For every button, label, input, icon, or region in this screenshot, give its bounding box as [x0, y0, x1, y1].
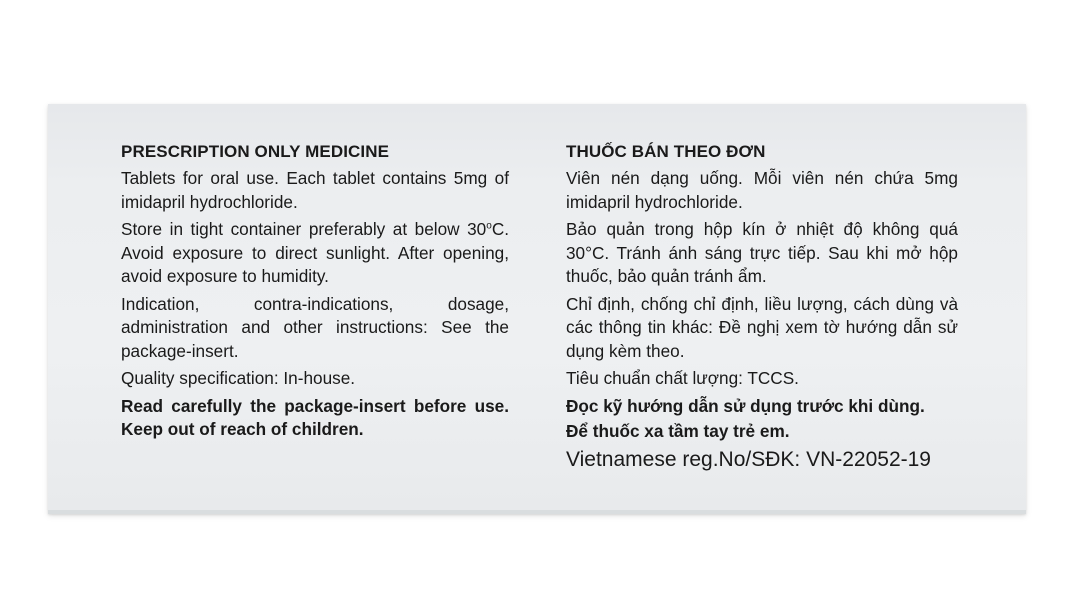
vietnamese-text-column — [566, 140, 958, 474]
registration-number — [566, 446, 958, 474]
english-text-column — [121, 140, 509, 444]
box-bottom-edge — [48, 510, 1026, 514]
registration-label: Vietnamese reg.No/SĐK: — [566, 447, 801, 471]
storage-text-part1: Store in tight container preferably at below 30 — [121, 219, 487, 239]
tablet-description-en: Tablets for oral use. Each tablet contains 5mg of imidapril hydrochloride. — [121, 168, 509, 212]
storage-instructions-en — [121, 218, 509, 289]
tablet-description-vi: Viên nén dạng uống. Mỗi viên nén chứa 5mg imidapril hydrochloride. — [566, 168, 958, 212]
registration-code: VN-22052-19 — [806, 447, 931, 471]
prescription-heading-vi: THUỐC BÁN THEO ĐƠN — [566, 142, 766, 161]
indications-vi: Chỉ định, chống chỉ định, liều lượng, cách dùng và các thông tin khác: Đề nghị xem tờ hướng dẫn sử dụng kèm theo. — [566, 293, 958, 361]
indications-en: Indication, contra-indications, dosage, administration and other instructions: See the package-insert. — [121, 293, 509, 361]
degree-sign: o — [486, 220, 492, 232]
warning-en: Read carefully the package-insert before use. Keep out of reach of children. — [121, 395, 509, 439]
storage-instructions-vi: Bảo quản trong hộp kín ở nhiệt độ không quá 30°C. Tránh ánh sáng trực tiếp. Sau khi mở hộp thuốc, bảo quản tránh ẩm. — [566, 219, 958, 286]
warning-keep-from-children-vi: Để thuốc xa tầm tay trẻ em. — [566, 421, 790, 441]
warning-read-instructions-vi: Đọc kỹ hướng dẫn sử dụng trước khi dùng. — [566, 395, 925, 416]
storage-text-part2: C. Avoid exposure to direct sunlight. After opening, avoid exposure to humidity. — [121, 219, 509, 286]
quality-specification-vi: Tiêu chuẩn chất lượng: TCCS. — [566, 368, 799, 388]
quality-specification-en: Quality specification: In-house. — [121, 368, 356, 388]
prescription-heading-en: PRESCRIPTION ONLY MEDICINE — [121, 142, 390, 161]
